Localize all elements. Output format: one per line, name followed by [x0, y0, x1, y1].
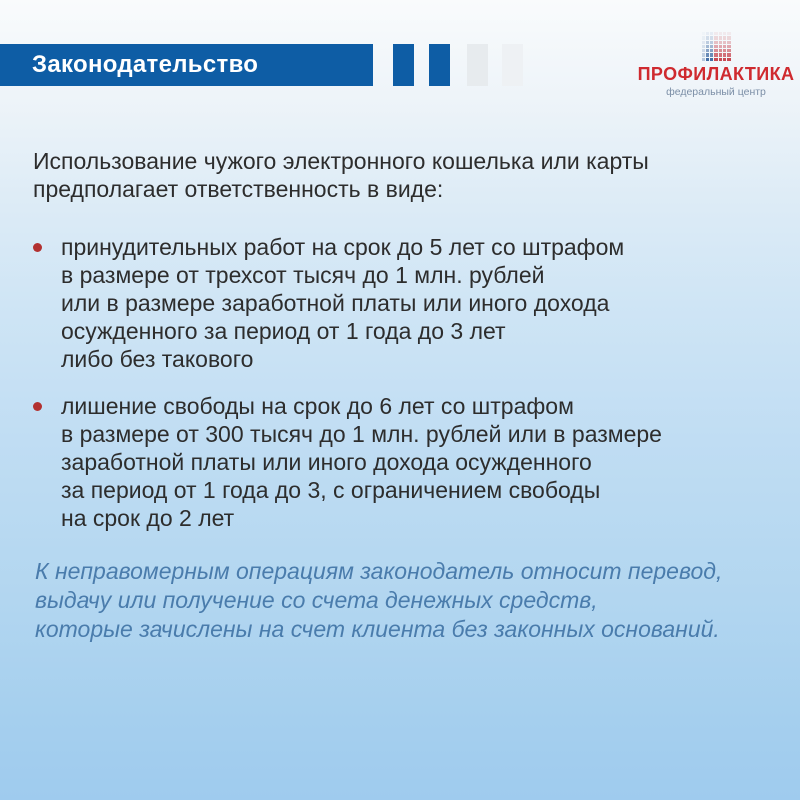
- bullet-line: за период от 1 года до 3, с ограничением свободы: [61, 477, 601, 503]
- decor-bar: [502, 44, 523, 86]
- bullet-dot-icon: [33, 402, 42, 411]
- bullet-line: в размере от 300 тысяч до 1 млн. рублей или в размере: [61, 421, 662, 447]
- legal-note: [35, 557, 722, 644]
- bullet-line: в размере от трехсот тысяч до 1 млн. рублей: [61, 262, 545, 288]
- note-line: К неправомерным операциям законодатель относит перевод,: [35, 558, 723, 584]
- bullet-list: [33, 233, 662, 551]
- note-line: которые зачислены на счет клиента без законных оснований.: [35, 616, 720, 642]
- bullet-line: на срок до 2 лет: [61, 505, 235, 531]
- intro-line: Использование чужого электронного кошелька или карты: [33, 148, 649, 174]
- logo-subtitle: федеральный центр: [666, 86, 766, 98]
- bullet-line: заработной платы или иного дохода осужденного: [61, 449, 592, 475]
- logo: [628, 32, 800, 98]
- bullet-dot-icon: [33, 243, 42, 252]
- note-line: выдачу или получение со счета денежных средств,: [35, 587, 598, 613]
- decor-bar: [393, 44, 414, 86]
- bullet-line: принудительных работ на срок до 5 лет со штрафом: [61, 234, 625, 260]
- bullet-line: либо без такового: [61, 346, 254, 372]
- logo-title: ПРОФИЛАКТИКА: [637, 64, 795, 84]
- bullet-line: лишение свободы на срок до 6 лет со штрафом: [61, 393, 574, 419]
- page-title: Законодательство: [32, 51, 259, 78]
- intro-paragraph: [33, 147, 649, 203]
- bullet-text: [61, 233, 624, 373]
- bullet-text: [61, 392, 662, 532]
- intro-line: предполагает ответственность в виде:: [33, 176, 444, 202]
- bullet-line: или в размере заработной платы или иного дохода: [61, 290, 610, 316]
- decor-bar: [467, 44, 488, 86]
- bullet-line: осужденного за период от 1 года до 3 лет: [61, 318, 506, 344]
- header-banner: [0, 44, 373, 86]
- list-item: [33, 233, 662, 373]
- mosaic-grid-icon: [702, 32, 731, 61]
- decor-bar: [429, 44, 450, 86]
- list-item: [33, 392, 662, 532]
